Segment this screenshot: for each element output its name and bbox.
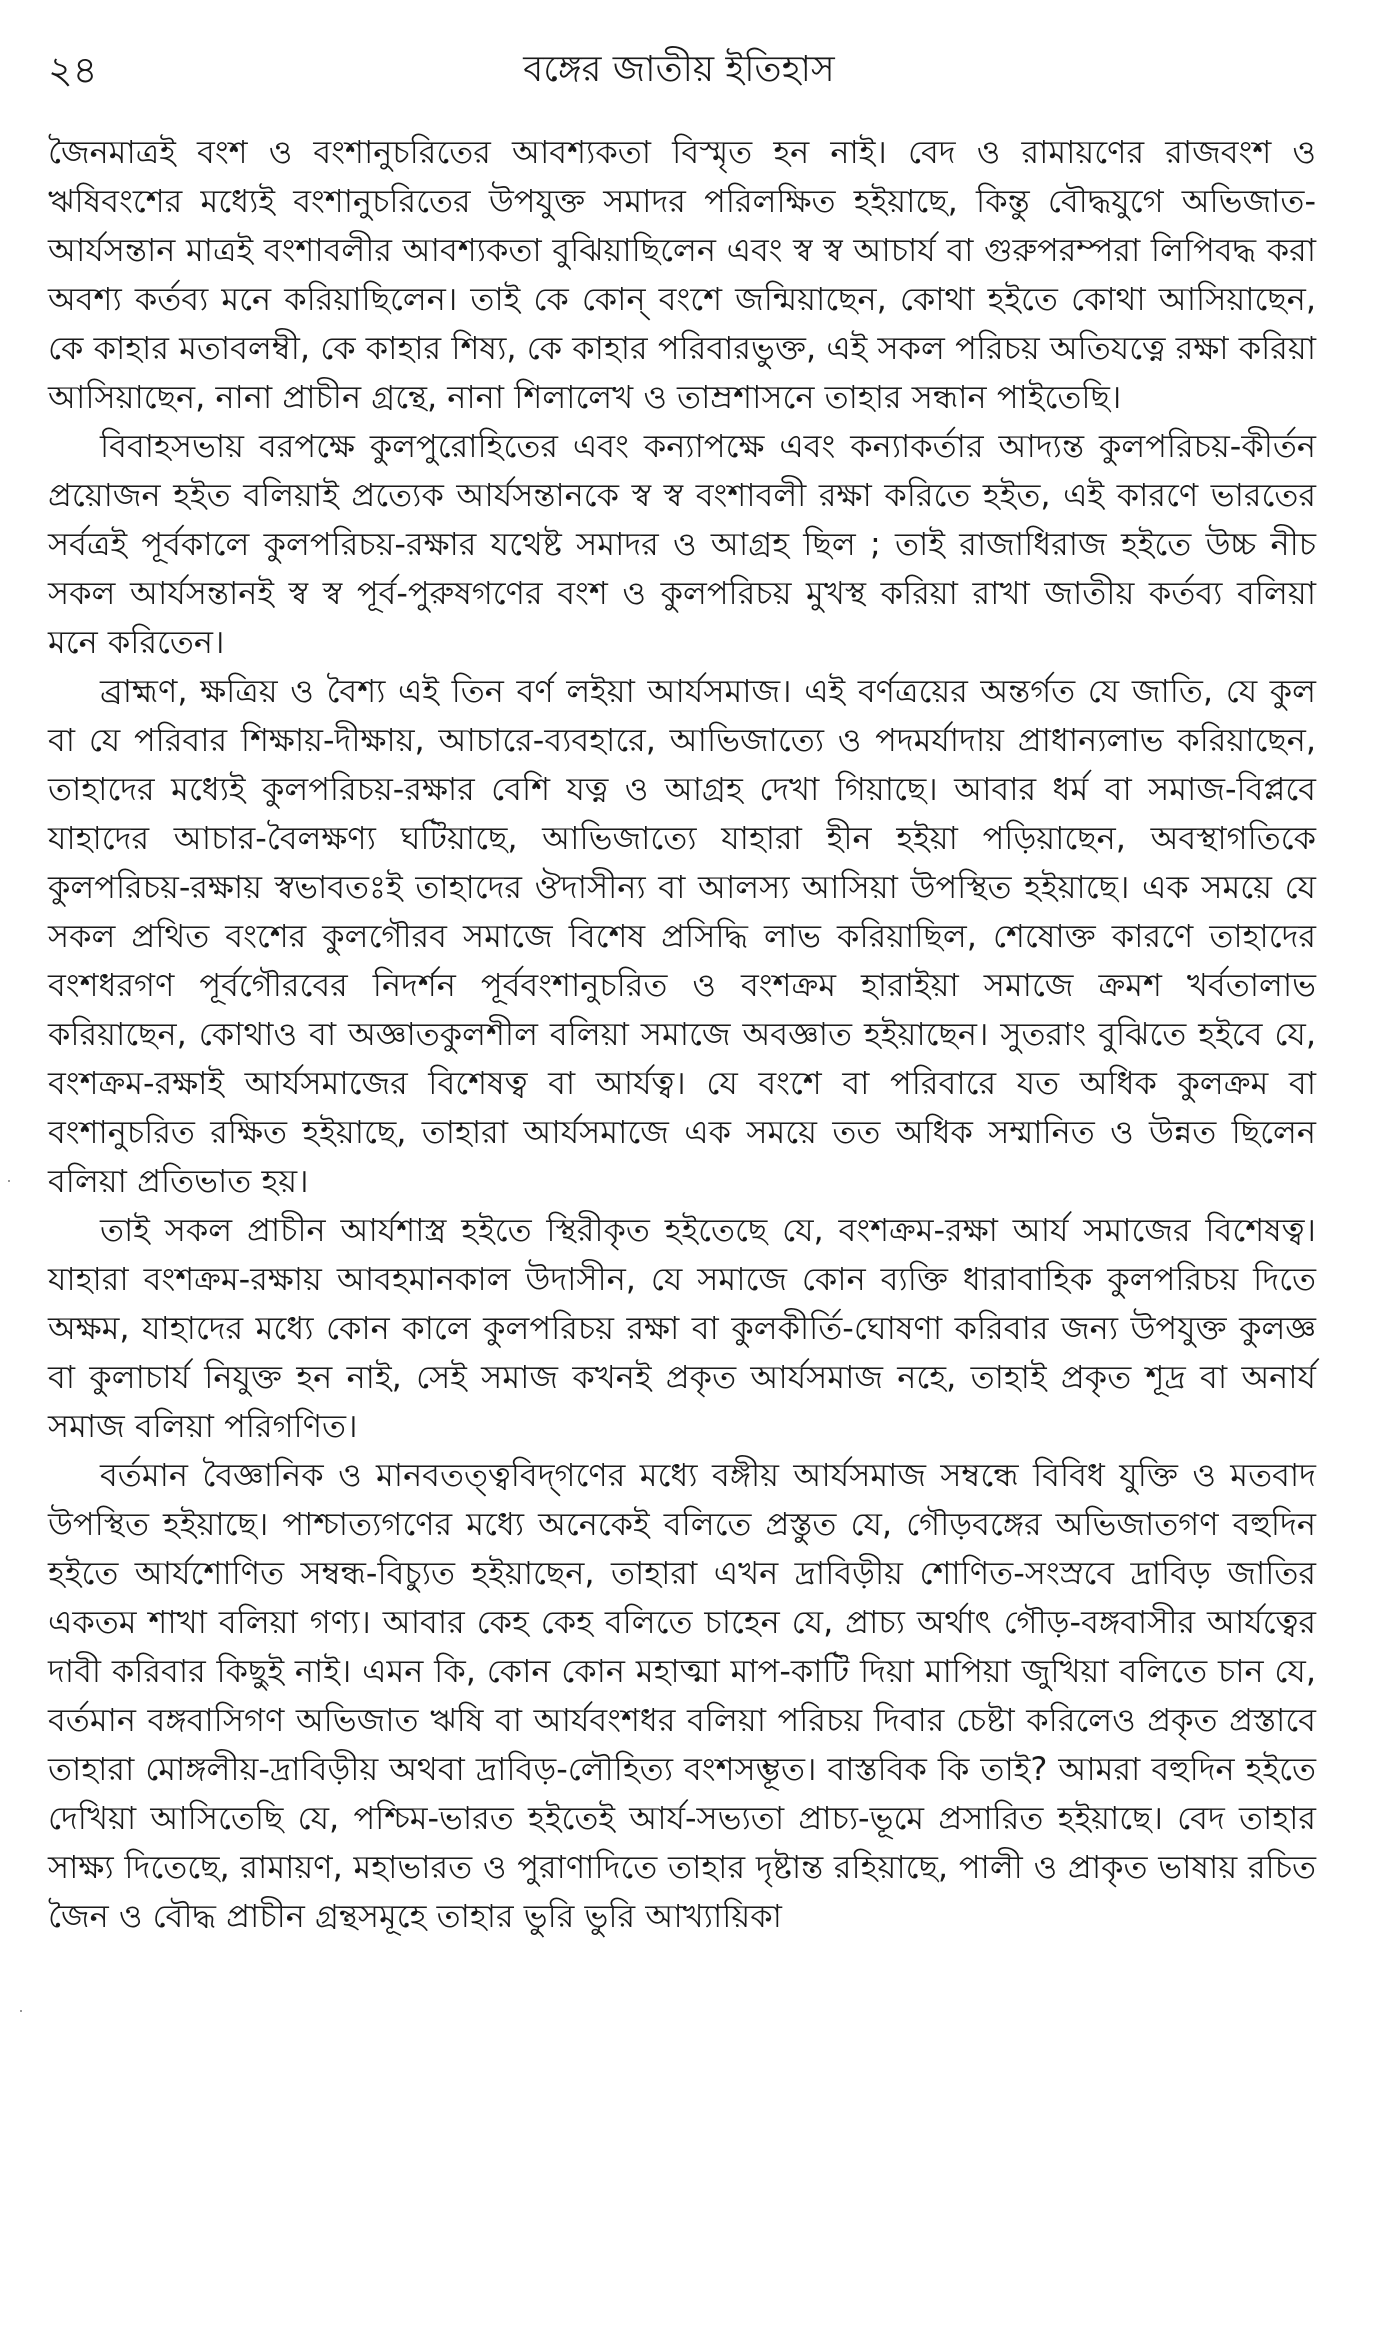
page-number: ২৪ xyxy=(48,48,98,92)
paragraph-2: বিবাহসভায় বরপক্ষে কুলপুরোহিতের এবং কন্যাপক্ষে এবং কন্যাকর্তার আদ্যন্ত কুলপরিচয়-কীর্তন প্রয়োজন হইত বলিয়াই প্রত্যেক আর্যসন্তানকে স্ব স্ব বংশাবলী রক্ষা করিতে হইত, এই কারণে ভারতের সর্বত্রই পূর্বকালে কুলপরিচয়-রক্ষার যথেষ্ট সমাদর ও আগ্রহ ছিল ; তাই রাজাধিরাজ হইতে উচ্চ নীচ সকল আর্যসন্তানই স্ব স্ব পূর্ব-পুরুষগণের বংশ ও কুলপরিচয় মুখস্থ করিয়া রাখা জাতীয় কর্তব্য বলিয়া মনে করিতেন। xyxy=(48,427,1316,661)
paragraph-4: তাই সকল প্রাচীন আর্যশাস্ত্র হইতে স্থিরীকৃত হইতেছে যে, বংশক্রম-রক্ষা আর্য সমাজের বিশেষত্ব। যাহারা বংশক্রম-রক্ষায় আবহমানকাল উদাসীন, যে সমাজে কোন ব্যক্তি ধারাবাহিক কুলপরিচয় দিতে অক্ষম, যাহাদের মধ্যে কোন কালে কুলপরিচয় রক্ষা বা কুলকীর্তি-ঘোষণা করিবার জন্য উপযুক্ত কুলজ্ঞ বা কুলাচার্য নিযুক্ত হন নাই, সেই সমাজ কখনই প্রকৃত আর্যসমাজ নহে, তাহাই প্রকৃত শূদ্র বা অনার্য সমাজ বলিয়া পরিগণিত। xyxy=(48,1211,1316,1445)
body-text xyxy=(48,128,1316,1941)
paragraph-3: ব্রাহ্মণ, ক্ষত্রিয় ও বৈশ্য এই তিন বর্ণ লইয়া আর্যসমাজ। এই বর্ণত্রয়ের অন্তর্গত যে জাতি, যে কুল বা যে পরিবার শিক্ষায়-দীক্ষায়, আচারে-ব্যবহারে, আভিজাত্যে ও পদমর্যাদায় প্রাধান্যলাভ করিয়াছেন, তাহাদের মধ্যেই কুলপরিচয়-রক্ষার বেশি যত্ন ও আগ্রহ দেখা গিয়াছে। আবার ধর্ম বা সমাজ-বিপ্লবে যাহাদের আচার-বৈলক্ষণ্য ঘটিয়াছে, আভিজাত্যে যাহারা হীন হইয়া পড়িয়াছেন, অবস্থাগতিকে কুলপরিচয়-রক্ষায় স্বভাবতঃই তাহাদের ঔদাসীন্য বা আলস্য আসিয়া উপস্থিত হইয়াছে। এক সময়ে যে সকল প্রথিত বংশের কুলগৌরব সমাজে বিশেষ প্রসিদ্ধি লাভ করিয়াছিল, শেষোক্ত কারণে তাহাদের বংশধরগণ পূর্বগৌরবের নিদর্শন পূর্ববংশানুচরিত ও বংশক্রম হারাইয়া সমাজে ক্রমশ খর্বতালাভ করিয়াছেন, কোথাও বা অজ্ঞাতকুলশীল বলিয়া সমাজে অবজ্ঞাত হইয়াছেন। সুতরাং বুঝিতে হইবে যে, বংশক্রম-রক্ষাই আর্যসমাজের বিশেষত্ব বা আর্যত্ব। যে বংশে বা পরিবারে যত অধিক কুলক্রম বা বংশানুচরিত রক্ষিত হইয়াছে, তাহারা আর্যসমাজে এক সময়ে তত অধিক সম্মানিত ও উন্নত ছিলেন বলিয়া প্রতিভাত হয়। xyxy=(48,672,1316,1200)
running-title: বঙ্গের জাতীয় ইতিহাস xyxy=(523,49,835,90)
paragraph-1: জৈনমাত্রই বংশ ও বংশানুচরিতের আবশ্যকতা বিস্মৃত হন নাই। বেদ ও রামায়ণের রাজবংশ ও ঋষিবংশের মধ্যেই বংশানুচরিতের উপযুক্ত সমাদর পরিলক্ষিত হইয়াছে, কিন্তু বৌদ্ধযুগে অভিজাত-আর্যসন্তান মাত্রই বংশাবলীর আবশ্যকতা বুঝিয়াছিলেন এবং স্ব স্ব আচার্য বা গুরুপরম্পরা লিপিবদ্ধ করা অবশ্য কর্তব্য মনে করিয়াছিলেন। তাই কে কোন্‌ বংশে জন্মিয়াছেন, কোথা হইতে কোথা আসিয়াছেন, কে কাহার মতাবলম্বী, কে কাহার শিষ্য, কে কাহার পরিবারভুক্ত, এই সকল পরিচয় অতিযত্নে রক্ষা করিয়া আসিয়াছেন, নানা প্রাচীন গ্রন্থে, নানা শিলালেখ ও তাম্রশাসনে তাহার সন্ধান পাইতেছি। xyxy=(48,133,1316,416)
page-header xyxy=(44,40,1314,104)
scan-speck xyxy=(20,2010,22,2012)
paragraph-5: বর্তমান বৈজ্ঞানিক ও মানবতত্ত্ববিদ্‌গণের মধ্যে বঙ্গীয় আর্যসমাজ সম্বন্ধে বিবিধ যুক্তি ও মতবাদ উপস্থিত হইয়াছে। পাশ্চাত্যগণের মধ্যে অনেকেই বলিতে প্রস্তুত যে, গৌড়বঙ্গের অভিজাতগণ বহুদিন হইতে আর্যশোণিত সম্বন্ধ-বিচ্যুত হইয়াছেন, তাহারা এখন দ্রাবিড়ীয় শোণিত-সংস্রবে দ্রাবিড় জাতির একতম শাখা বলিয়া গণ্য। আবার কেহ কেহ বলিতে চাহেন যে, প্রাচ্য অর্থাৎ গৌড়-বঙ্গবাসীর আর্যত্বের দাবী করিবার কিছুই নাই। এমন কি, কোন কোন মহাত্মা মাপ-কাটি দিয়া মাপিয়া জুখিয়া বলিতে চান যে, বর্তমান বঙ্গবাসিগণ অভিজাত ঋষি বা আর্যবংশধর বলিয়া পরিচয় দিবার চেষ্টা করিলেও প্রকৃত প্রস্তাবে তাহারা মোঙ্গলীয়-দ্রাবিড়ীয় অথবা দ্রাবিড়-লৌহিত্য বংশসম্ভূত। বাস্তবিক কি তাই? আমরা বহুদিন হইতে দেখিয়া আসিতেছি যে, পশ্চিম-ভারত হইতেই আর্য-সভ্যতা প্রাচ্য-ভূমে প্রসারিত হইয়াছে। বেদ তাহার সাক্ষ্য দিতেছে, রামায়ণ, মহাভারত ও পুরাণাদিতে তাহার দৃষ্টান্ত রহিয়াছে, পালী ও প্রাকৃত ভাষায় রচিত জৈন ও বৌদ্ধ প্রাচীন গ্রন্থসমূহে তাহার ভুরি ভুরি আখ্যায়িকা xyxy=(48,1456,1317,1935)
scan-speck xyxy=(8,1180,10,1182)
